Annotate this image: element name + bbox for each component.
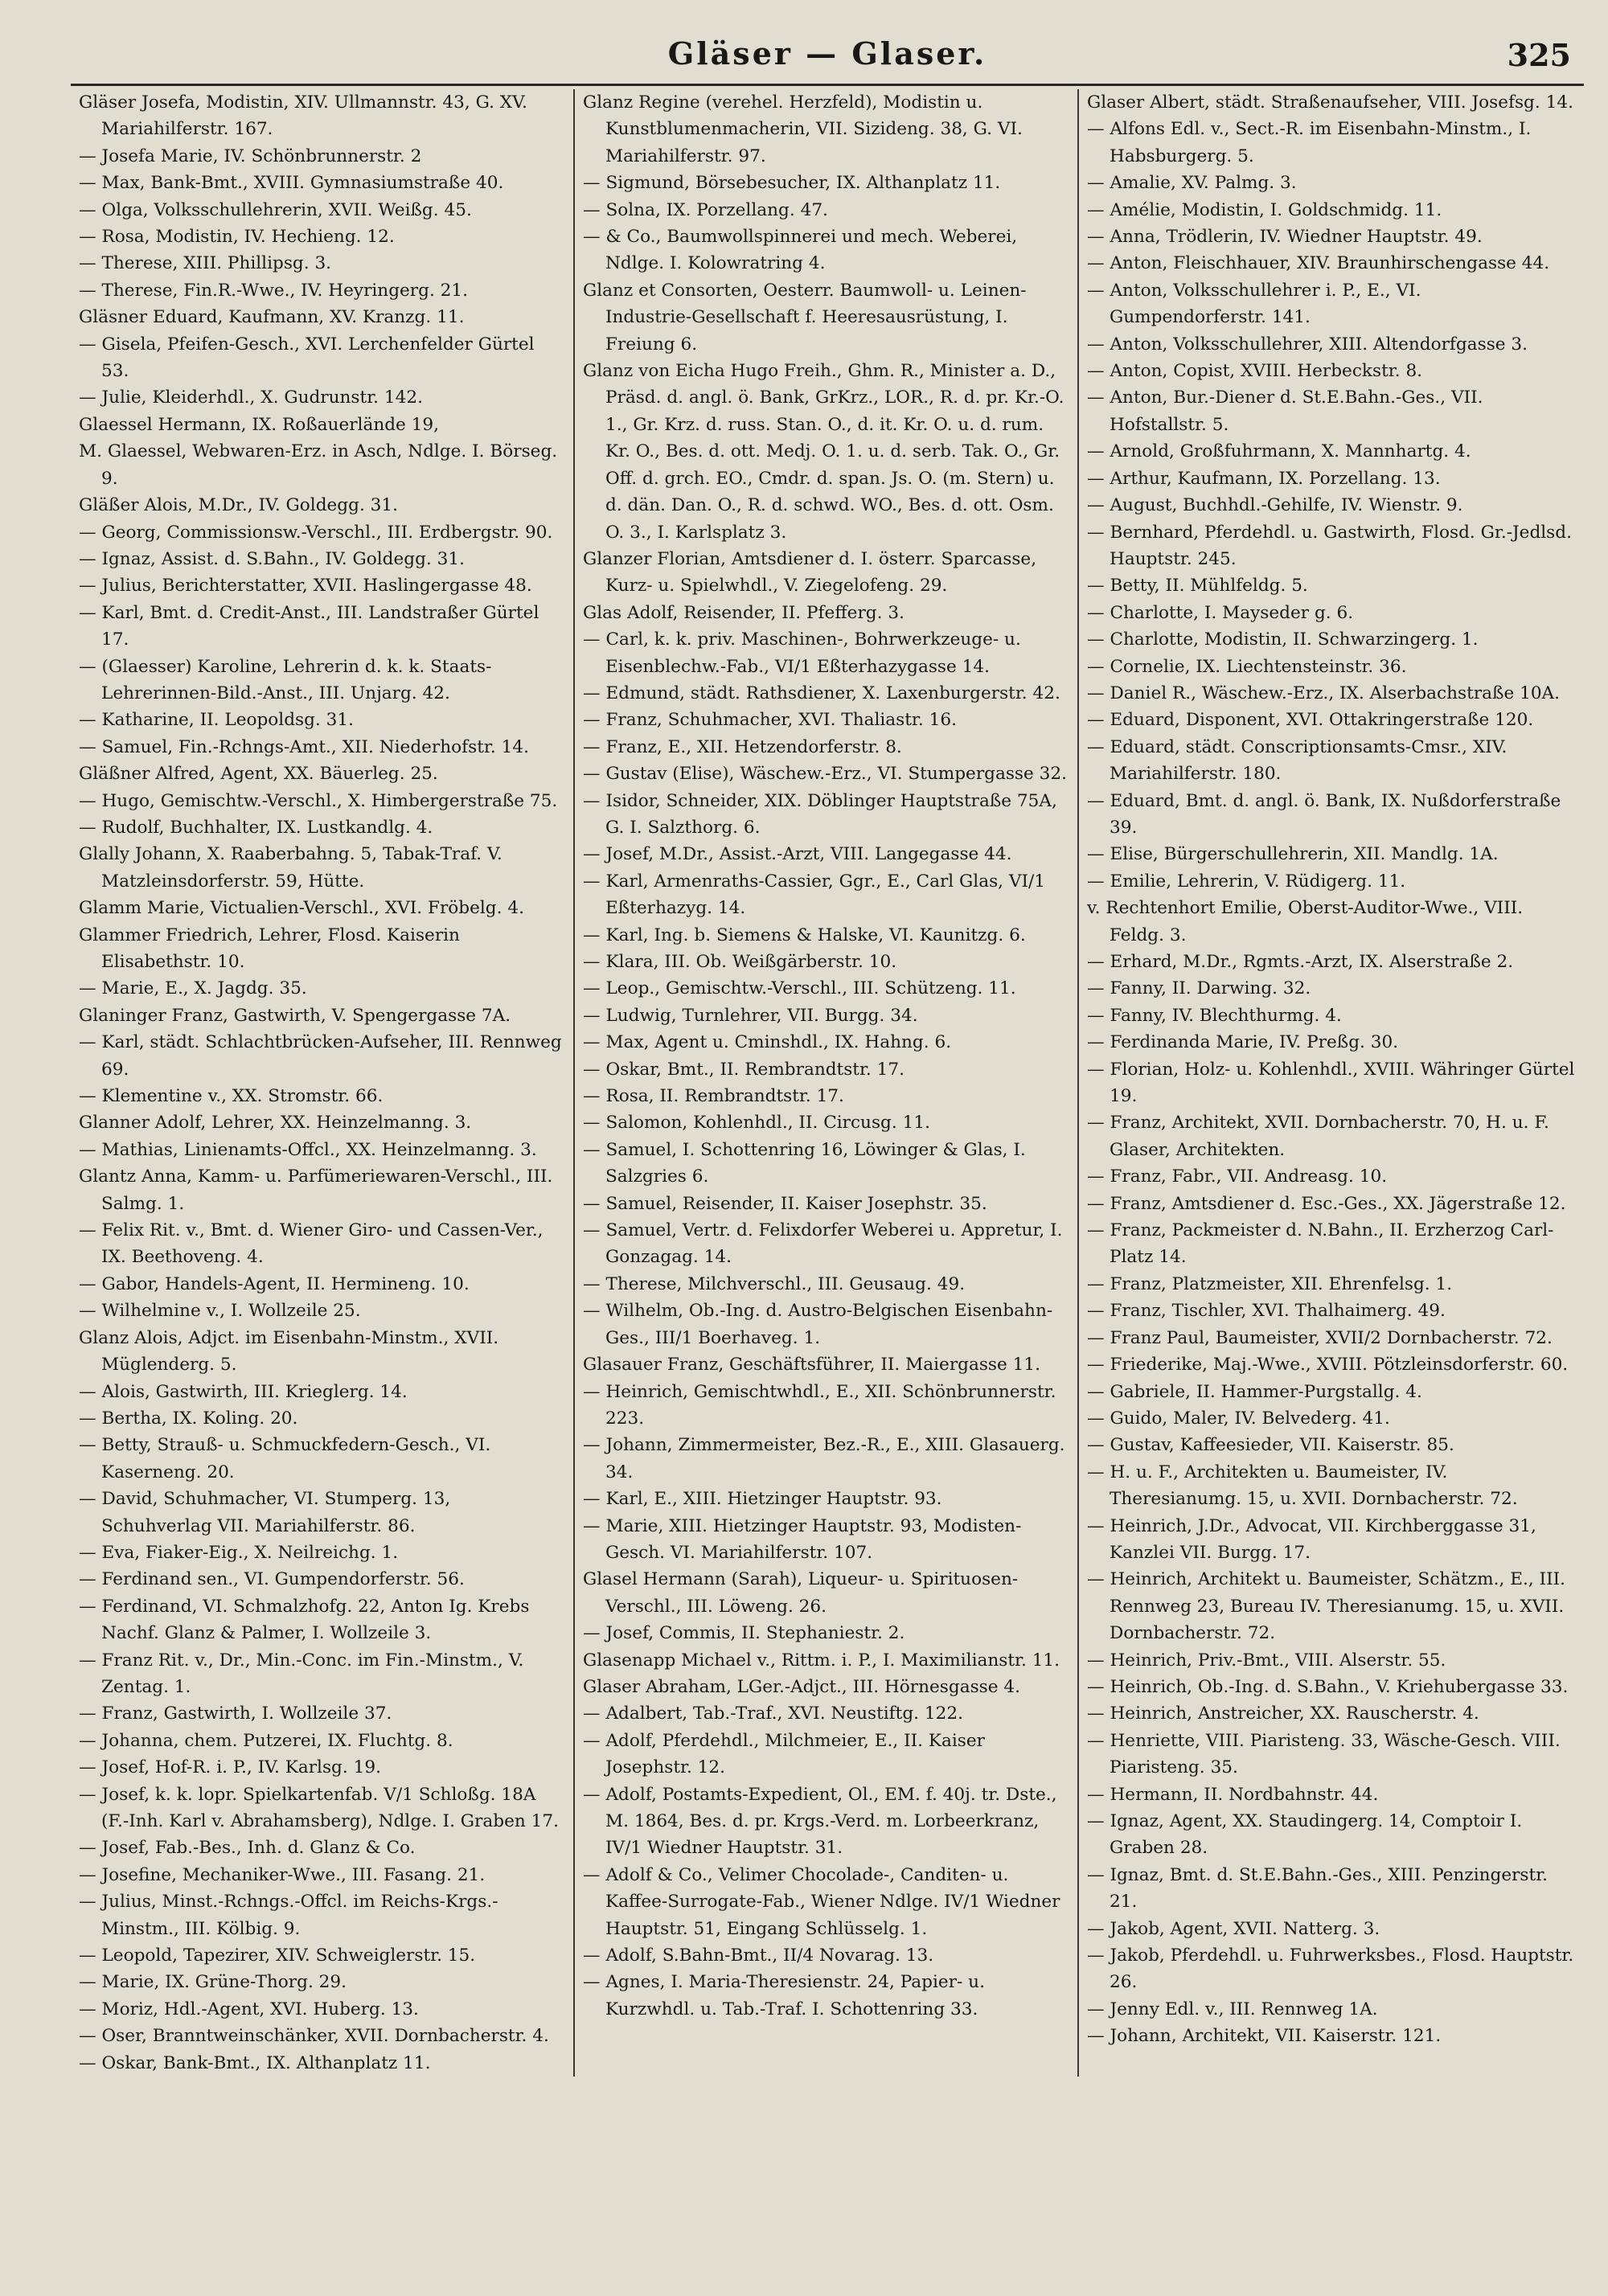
directory-entry: — Franz, Schuhmacher, XVI. Thaliastr. 16. (583, 710, 957, 731)
directory-entry: — Julius, Berichterstatter, XVII. Haslingergasse 48. (79, 576, 532, 597)
directory-entry: — Leop., Gemischtw.-Verschl., III. Schützeng. 11. (583, 978, 1016, 999)
directory-entry: — Anton, Bur.-Diener d. St.E.Bahn.-Ges., VII. Hofstallstr. 5. (1087, 387, 1483, 435)
directory-entry: — Moriz, Hdl.-Agent, XVI. Huberg. 13. (79, 1999, 419, 2019)
columns (71, 89, 1584, 2077)
directory-entry: — August, Buchhdl.-Gehilfe, IV. Wienstr. 9. (1087, 495, 1463, 516)
directory-entry: — Daniel R., Wäschew.-Erz., IX. Alserbachstraße 10A. (1087, 683, 1561, 703)
directory-entry: — Georg, Commissionsw.-Verschl., III. Erdbergstr. 90. (79, 522, 553, 543)
directory-entry: — Hermann, II. Nordbahnstr. 44. (1087, 1784, 1379, 1805)
directory-entry: — Elise, Bürgerschullehrerin, XII. Mandlg. 1A. (1087, 844, 1499, 865)
directory-entry: — Franz, Architekt, XVII. Dornbacherstr. 70, H. u. F. Glaser, Architekten. (1087, 1113, 1549, 1160)
directory-entry: Glasel Hermann (Sarah), Liqueur- u. Spirituosen-Verschl., III. Löweng. 26. (583, 1569, 1019, 1617)
directory-entry: Glasenapp Michael v., Rittm. i. P., I. Maximilianstr. 11. (583, 1650, 1060, 1671)
directory-entry: — Josef, Fab.-Bes., Inh. d. Glanz & Co. (79, 1838, 416, 1859)
directory-entry: — Adolf, Postamts-Expedient, Ol., EM. f. 40j. tr. Dste., M. 1864, Bes. d. pr. Krgs.-Verd. m. Lorbeerkranz, IV/1 Wiedner Hauptstr. 31. (583, 1784, 1057, 1859)
directory-entry: — Franz Rit. v., Dr., Min.-Conc. im Fin.-Minstm., V. Zentag. 1. (79, 1650, 524, 1697)
directory-entry: Glaser Abraham, LGer.-Adjct., III. Hörnesgasse 4. (583, 1676, 1020, 1697)
directory-entry: Glas Adolf, Reisender, II. Pfefferg. 3. (583, 602, 904, 623)
directory-entry: — Hugo, Gemischtw.-Verschl., X. Himbergerstraße 75. (79, 790, 558, 811)
directory-entry: Glamm Marie, Victualien-Verschl., XVI. Fröbelg. 4. (79, 898, 524, 919)
directory-entry: — Betty, Strauß- u. Schmuckfedern-Gesch., VI. Kaserneng. 20. (79, 1435, 491, 1482)
directory-entry: — Eva, Fiaker-Eig., X. Neilreichg. 1. (79, 1542, 399, 1563)
directory-entry: — Emilie, Lehrerin, V. Rüdigerg. 11. (1087, 871, 1406, 892)
directory-entry: — Agnes, I. Maria-Theresienstr. 24, Papier- u. Kurzwhdl. u. Tab.-Traf. I. Schottenring 33. (583, 1972, 985, 2019)
directory-entry: — Betty, II. Mühlfeldg. 5. (1087, 576, 1308, 597)
directory-entry: — Gabriele, II. Hammer-Purgstallg. 4. (1087, 1381, 1422, 1402)
directory-entry: — Anton, Copist, XVIII. Herbeckstr. 8. (1087, 361, 1423, 382)
directory-entry: Glanz von Eicha Hugo Freih., Ghm. R., Minister a. D., Präsd. d. angl. ö. Bank, GrKrz., LOR., R. d. pr. Kr.-O. 1., Gr. Krz. d. russ. Stan. O., d. it. Kr. O. u. d. rum. Kr. O., Bes. d. ott. Medj. O. 1. u. d. serb. Tak. O., Gr. Off. d. grch. EO., Cmdr. d. span. Js. O. (m. Stern) u. d. dän. Dan. O., R. d. schwd. WO., Bes. d. ott. Osm. O. 3., I. Karlsplatz 3. (583, 361, 1064, 543)
directory-entry: — Karl, E., XIII. Hietzinger Hauptstr. 93. (583, 1489, 942, 1510)
directory-entry: — Heinrich, Priv.-Bmt., VIII. Alserstr. 55. (1087, 1650, 1446, 1671)
directory-entry: Glammer Friedrich, Lehrer, Flosd. Kaiserin Elisabethstr. 10. (79, 925, 460, 972)
directory-entry: — Ignaz, Assist. d. S.Bahn., IV. Goldegg. 31. (79, 548, 465, 569)
directory-entry: — Ludwig, Turnlehrer, VII. Burgg. 34. (583, 1005, 918, 1026)
directory-entry: — Max, Agent u. Cminshdl., IX. Hahng. 6. (583, 1032, 952, 1053)
directory-entry: Glasauer Franz, Geschäftsführer, II. Maiergasse 11. (583, 1355, 1040, 1376)
directory-entry: — Charlotte, I. Mayseder g. 6. (1087, 602, 1354, 623)
directory-entry: — Karl, Armenraths-Cassier, Ggr., E., Carl Glas, VI/1 Eßterhazyg. 14. (583, 871, 1046, 919)
directory-entry: — Bernhard, Pferdehdl. u. Gastwirth, Flosd. Gr.-Jedlsd. Hauptstr. 245. (1087, 522, 1572, 569)
directory-entry: — Franz, Fabr., VII. Andreasg. 10. (1087, 1166, 1388, 1187)
directory-entry: — Josef, M.Dr., Assist.-Arzt, VIII. Langegasse 44. (583, 844, 1012, 865)
directory-entry: — Cornelie, IX. Liechtensteinstr. 36. (1087, 656, 1407, 677)
directory-entry: — Josef, k. k. lopr. Spielkartenfab. V/1 Schloßg. 18A (F.-Inh. Karl v. Abrahamsberg), Ndlge. I. Graben 17. (79, 1784, 559, 1831)
directory-entry: — Jakob, Agent, XVII. Natterg. 3. (1087, 1918, 1380, 1939)
directory-entry: — Franz, Gastwirth, I. Wollzeile 37. (79, 1704, 392, 1724)
directory-entry: — Heinrich, Ob.-Ing. d. S.Bahn., V. Kriehubergasse 33. (1087, 1676, 1569, 1697)
directory-entry: — Klementine v., XX. Stromstr. 66. (79, 1086, 384, 1107)
directory-entry: — Gabor, Handels-Agent, II. Hermineng. 10. (79, 1273, 470, 1294)
directory-entry: — Ferdinand sen., VI. Gumpendorferstr. 56. (79, 1569, 465, 1590)
directory-entry: — Amalie, XV. Palmg. 3. (1087, 173, 1297, 194)
directory-entry: — Franz, E., XII. Hetzendorferstr. 8. (583, 736, 902, 757)
directory-entry: — Gustav, Kaffeesieder, VII. Kaiserstr. 85. (1087, 1435, 1454, 1456)
directory-entry: Glally Johann, X. Raaberbahng. 5, Tabak-Traf. V. Matzleinsdorferstr. 59, Hütte. (79, 844, 503, 892)
directory-entry: — Julie, Kleiderhdl., X. Gudrunstr. 142. (79, 387, 423, 408)
directory-entry: — Oskar, Bmt., II. Rembrandtstr. 17. (583, 1059, 904, 1080)
directory-entry: — Erhard, M.Dr., Rgmts.-Arzt, IX. Alserstraße 2. (1087, 952, 1514, 972)
directory-entry: — Henriette, VIII. Piaristeng. 33, Wäsche-Gesch. VIII. Piaristeng. 35. (1087, 1730, 1561, 1778)
column-2 (575, 89, 1079, 2077)
directory-entry: — Rudolf, Buchhalter, IX. Lustkandlg. 4. (79, 817, 433, 838)
directory-entry: — Adolf & Co., Velimer Chocolade-, Canditen- u. Kaffee-Surrogate-Fab., Wiener Ndlge. IV/1 Wiedner Hauptstr. 51, Eingang Schlüsselg. 1. (583, 1864, 1060, 1939)
directory-entry: — Carl, k. k. priv. Maschinen-, Bohrwerkzeuge- u. Eisenblechw.-Fab., VI/1 Eßterhazygasse 14. (583, 629, 1021, 677)
directory-entry: — Heinrich, Gemischtwhdl., E., XII. Schönbrunnerstr. 223. (583, 1381, 1056, 1429)
directory-entry: — Anton, Fleischhauer, XIV. Braunhirschengasse 44. (1087, 253, 1550, 274)
directory-entry: — Franz, Tischler, XVI. Thalhaimerg. 49. (1087, 1301, 1446, 1322)
directory-entry: — Josefa Marie, IV. Schönbrunnerstr. 2 (79, 146, 422, 166)
directory-entry: — Samuel, Reisender, II. Kaiser Josephstr. 35. (583, 1193, 987, 1214)
directory-entry: — Sigmund, Börsebesucher, IX. Althanplatz 11. (583, 173, 1001, 194)
directory-entry: — Leopold, Tapezirer, XIV. Schweiglerstr. 15. (79, 1945, 476, 1966)
directory-entry: — Marie, E., X. Jagdg. 35. (79, 978, 307, 999)
directory-entry: Gläßer Alois, M.Dr., IV. Goldegg. 31. (79, 495, 399, 516)
directory-entry: — Oskar, Bank-Bmt., IX. Althanplatz 11. (79, 2052, 431, 2073)
directory-entry: — Ferdinanda Marie, IV. Preßg. 30. (1087, 1032, 1399, 1053)
directory-entry: — Samuel, I. Schottenring 16, Löwinger & Glas, I. Salzgries 6. (583, 1139, 1026, 1187)
directory-entry: — Alfons Edl. v., Sect.-R. im Eisenbahn-Minstm., I. Habsburgerg. 5. (1087, 119, 1532, 166)
directory-entry: — Samuel, Vertr. d. Felixdorfer Weberei u. Appretur, I. Gonzagag. 14. (583, 1220, 1063, 1268)
directory-entry: — Anna, Trödlerin, IV. Wiedner Hauptstr. 49. (1087, 227, 1483, 248)
page-title: Gläser — Glaser. (667, 35, 987, 72)
directory-entry: — Gisela, Pfeifen-Gesch., XVI. Lerchenfelder Gürtel 53. (79, 334, 535, 382)
directory-entry: — Ferdinand, VI. Schmalzhofg. 22, Anton Ig. Krebs Nachf. Glanz & Palmer, I. Wollzeile 3. (79, 1596, 530, 1644)
directory-entry: — Therese, Fin.R.-Wwe., IV. Heyringerg. 21. (79, 280, 469, 301)
directory-entry: — Bertha, IX. Koling. 20. (79, 1408, 298, 1429)
directory-entry: — Solna, IX. Porzellang. 47. (583, 199, 828, 220)
directory-entry: — Josef, Hof-R. i. P., IV. Karlsg. 19. (79, 1757, 381, 1778)
directory-entry: — Josef, Commis, II. Stephaniestr. 2. (583, 1623, 905, 1644)
directory-entry: — Arnold, Großfuhrmann, X. Mannhartg. 4. (1087, 441, 1471, 462)
directory-entry: — Katharine, II. Leopoldsg. 31. (79, 710, 354, 731)
directory-entry: — Felix Rit. v., Bmt. d. Wiener Giro- und Cassen-Ver., IX. Beethoveng. 4. (79, 1220, 544, 1268)
directory-entry: — Arthur, Kaufmann, IX. Porzellang. 13. (1087, 468, 1441, 489)
directory-entry: M. Glaessel, Webwaren-Erz. in Asch, Ndlge. I. Börseg. 9. (79, 441, 558, 489)
directory-entry: — Julius, Minst.-Rchngs.-Offcl. im Reichs-Krgs.-Minstm., III. Kölbig. 9. (79, 1892, 498, 1939)
directory-entry: — Ignaz, Agent, XX. Staudingerg. 14, Comptoir I. Graben 28. (1087, 1811, 1523, 1859)
directory-entry: — Guido, Maler, IV. Belvederg. 41. (1087, 1408, 1390, 1429)
directory-entry: — Charlotte, Modistin, II. Schwarzingerg. 1. (1087, 629, 1479, 650)
page-header (71, 32, 1584, 86)
directory-entry: — Eduard, Bmt. d. angl. ö. Bank, IX. Nußdorferstraße 39. (1087, 790, 1561, 838)
directory-entry: v. Rechtenhort Emilie, Oberst-Auditor-Wwe., VIII. Feldg. 3. (1087, 898, 1524, 945)
directory-entry: — Heinrich, J.Dr., Advocat, VII. Kirchberggasse 31, Kanzlei VII. Burgg. 17. (1087, 1515, 1536, 1563)
directory-entry: — Fanny, II. Darwing. 32. (1087, 978, 1311, 999)
directory-entry: — Karl, Ing. b. Siemens & Halske, VI. Kaunitzg. 6. (583, 925, 1026, 945)
directory-entry: — Friederike, Maj.-Wwe., XVIII. Pötzleinsdorferstr. 60. (1087, 1355, 1569, 1376)
column-1 (71, 89, 575, 2077)
directory-entry: Glanz Alois, Adjct. im Eisenbahn-Minstm., XVII. Müglenderg. 5. (79, 1327, 499, 1376)
directory-entry: — Adolf, S.Bahn-Bmt., II/4 Novarag. 13. (583, 1945, 934, 1966)
directory-entry: — Marie, XIII. Hietzinger Hauptstr. 93, Modisten-Gesch. VI. Mariahilferstr. 107. (583, 1515, 1022, 1563)
directory-entry: — Josefine, Mechaniker-Wwe., III. Fasang. 21. (79, 1864, 486, 1885)
directory-entry: — H. u. F., Architekten u. Baumeister, IV. Theresianumg. 15, u. XVII. Dornbacherstr. 72. (1087, 1462, 1518, 1510)
directory-entry: — Franz, Amtsdiener d. Esc.-Ges., XX. Jägerstraße 12. (1087, 1193, 1566, 1214)
directory-entry: — Karl, Bmt. d. Credit-Anst., III. Landstraßer Gürtel 17. (79, 602, 539, 650)
directory-entry: — Therese, XIII. Phillipsg. 3. (79, 253, 332, 274)
directory-entry: — Franz, Platzmeister, XII. Ehrenfelsg. 1. (1087, 1273, 1453, 1294)
directory-entry: — Franz Paul, Baumeister, XVII/2 Dornbacherstr. 72. (1087, 1327, 1553, 1348)
directory-entry: — Amélie, Modistin, I. Goldschmidg. 11. (1087, 199, 1442, 220)
directory-entry: — Fanny, IV. Blechthurmg. 4. (1087, 1005, 1342, 1026)
directory-entry: — Franz, Packmeister d. N.Bahn., II. Erzherzog Carl-Platz 14. (1087, 1220, 1554, 1268)
directory-entry: — Alois, Gastwirth, III. Krieglerg. 14. (79, 1381, 408, 1402)
directory-entry: — (Glaesser) Karoline, Lehrerin d. k. k. Staats-Lehrerinnen-Bild.-Anst., III. Unjarg. 42. (79, 656, 492, 703)
directory-entry: — Ignaz, Bmt. d. St.E.Bahn.-Ges., XIII. Penzingerstr. 21. (1087, 1864, 1549, 1913)
directory-entry: — Johann, Zimmermeister, Bez.-R., E., XIII. Glasauerg. 34. (583, 1435, 1065, 1482)
directory-entry: — Rosa, II. Rembrandtstr. 17. (583, 1086, 844, 1107)
column-3 (1079, 89, 1583, 2077)
directory-entry: Glanzer Florian, Amtsdiener d. I. österr. Sparcasse, Kurz- u. Spielwhdl., V. Ziegelofeng. 29. (583, 548, 1037, 597)
directory-entry: Gläßner Alfred, Agent, XX. Bäuerleg. 25. (79, 764, 438, 785)
directory-entry: — Olga, Volksschullehrerin, XVII. Weißg. 45. (79, 199, 472, 220)
directory-entry: — Karl, städt. Schlachtbrücken-Aufseher, III. Rennweg 69. (79, 1032, 562, 1080)
directory-entry: — Oser, Branntweinschänker, XVII. Dornbacherstr. 4. (79, 2026, 549, 2047)
directory-entry: — Eduard, Disponent, XVI. Ottakringerstraße 120. (1087, 710, 1534, 731)
directory-entry: — Heinrich, Anstreicher, XX. Rauscherstr. 4. (1087, 1704, 1479, 1724)
directory-entry: — Wilhelm, Ob.-Ing. d. Austro-Belgischen Eisenbahn-Ges., III/1 Boerhaveg. 1. (583, 1301, 1053, 1348)
directory-entry: — Anton, Volksschullehrer i. P., E., VI. Gumpendorferstr. 141. (1087, 280, 1421, 328)
directory-entry: — Mathias, Linienamts-Offcl., XX. Heinzelmanng. 3. (79, 1139, 537, 1160)
directory-entry: — Adalbert, Tab.-Traf., XVI. Neustiftg. 122. (583, 1704, 963, 1724)
directory-entry: — Jenny Edl. v., III. Rennweg 1A. (1087, 1999, 1378, 2019)
directory-entry: Glaser Albert, städt. Straßenaufseher, VIII. Josefsg. 14. (1087, 92, 1573, 113)
directory-entry: — Anton, Volksschullehrer, XIII. Altendorfgasse 3. (1087, 334, 1528, 355)
directory-entry: — Edmund, städt. Rathsdiener, X. Laxenburgerstr. 42. (583, 683, 1060, 703)
directory-entry: Glaninger Franz, Gastwirth, V. Spengergasse 7A. (79, 1005, 511, 1026)
directory-entry: — Max, Bank-Bmt., XVIII. Gymnasiumstraße 40. (79, 173, 504, 194)
directory-entry: — Gustav (Elise), Wäschew.-Erz., VI. Stumpergasse 32. (583, 764, 1067, 785)
directory-entry: — Wilhelmine v., I. Wollzeile 25. (79, 1301, 361, 1322)
directory-entry: Glantz Anna, Kamm- u. Parfümeriewaren-Verschl., III. Salmg. 1. (79, 1166, 553, 1214)
directory-entry: — Therese, Milchverschl., III. Geusaug. 49. (583, 1273, 966, 1294)
directory-entry: — Johanna, chem. Putzerei, IX. Fluchtg. 8. (79, 1730, 453, 1751)
directory-entry: — Heinrich, Architekt u. Baumeister, Schätzm., E., III. Rennweg 23, Bureau IV. Theresianumg. 15, u. XVII. Dornbacherstr. 72. (1087, 1569, 1566, 1644)
directory-entry: — Adolf, Pferdehdl., Milchmeier, E., II. Kaiser Josephstr. 12. (583, 1730, 985, 1778)
directory-entry: — Salomon, Kohlenhdl., II. Circusg. 11. (583, 1113, 930, 1134)
directory-entry: Gläser Josefa, Modistin, XIV. Ullmannstr. 43, G. XV. Mariahilferstr. 167. (79, 92, 527, 140)
directory-entry: — Samuel, Fin.-Rchngs-Amt., XII. Niederhofstr. 14. (79, 736, 529, 757)
directory-entry: — Florian, Holz- u. Kohlenhdl., XVIII. Währinger Gürtel 19. (1087, 1059, 1575, 1107)
directory-entry: — Eduard, städt. Conscriptionsamts-Cmsr., XIV. Mariahilferstr. 180. (1087, 736, 1508, 785)
directory-entry: Glanz Regine (verehel. Herzfeld), Modistin u. Kunstblumenmacherin, VII. Sizideng. 38, G. VI. Mariahilferstr. 97. (583, 92, 1023, 166)
directory-entry: — Isidor, Schneider, XIX. Döblinger Hauptstraße 75A, G. I. Salzthorg. 6. (583, 790, 1057, 838)
directory-entry: — Rosa, Modistin, IV. Hechieng. 12. (79, 227, 395, 248)
directory-entry: Gläsner Eduard, Kaufmann, XV. Kranzg. 11. (79, 307, 465, 328)
directory-entry: Glaessel Hermann, IX. Roßauerlände 19, (79, 414, 440, 435)
directory-entry: Glanz et Consorten, Oesterr. Baumwoll- u. Leinen-Industrie-Gesellschaft f. Heeresausrüstung, I. Freiung 6. (583, 280, 1027, 355)
directory-entry: — & Co., Baumwollspinnerei und mech. Weberei, Ndlge. I. Kolowratring 4. (583, 227, 1018, 274)
directory-entry: Glanner Adolf, Lehrer, XX. Heinzelmanng. 3. (79, 1113, 472, 1134)
page-number: 325 (1507, 37, 1571, 73)
directory-entry: — Jakob, Pferdehdl. u. Fuhrwerksbes., Flosd. Hauptstr. 26. (1087, 1945, 1574, 1993)
directory-entry: — Johann, Architekt, VII. Kaiserstr. 121. (1087, 2026, 1442, 2047)
directory-entry: — Klara, III. Ob. Weißgärberstr. 10. (583, 952, 897, 972)
directory-entry: — Marie, IX. Grüne-Thorg. 29. (79, 1972, 347, 1993)
directory-entry: — David, Schuhmacher, VI. Stumperg. 13, Schuhverlag VII. Mariahilferstr. 86. (79, 1489, 451, 1536)
